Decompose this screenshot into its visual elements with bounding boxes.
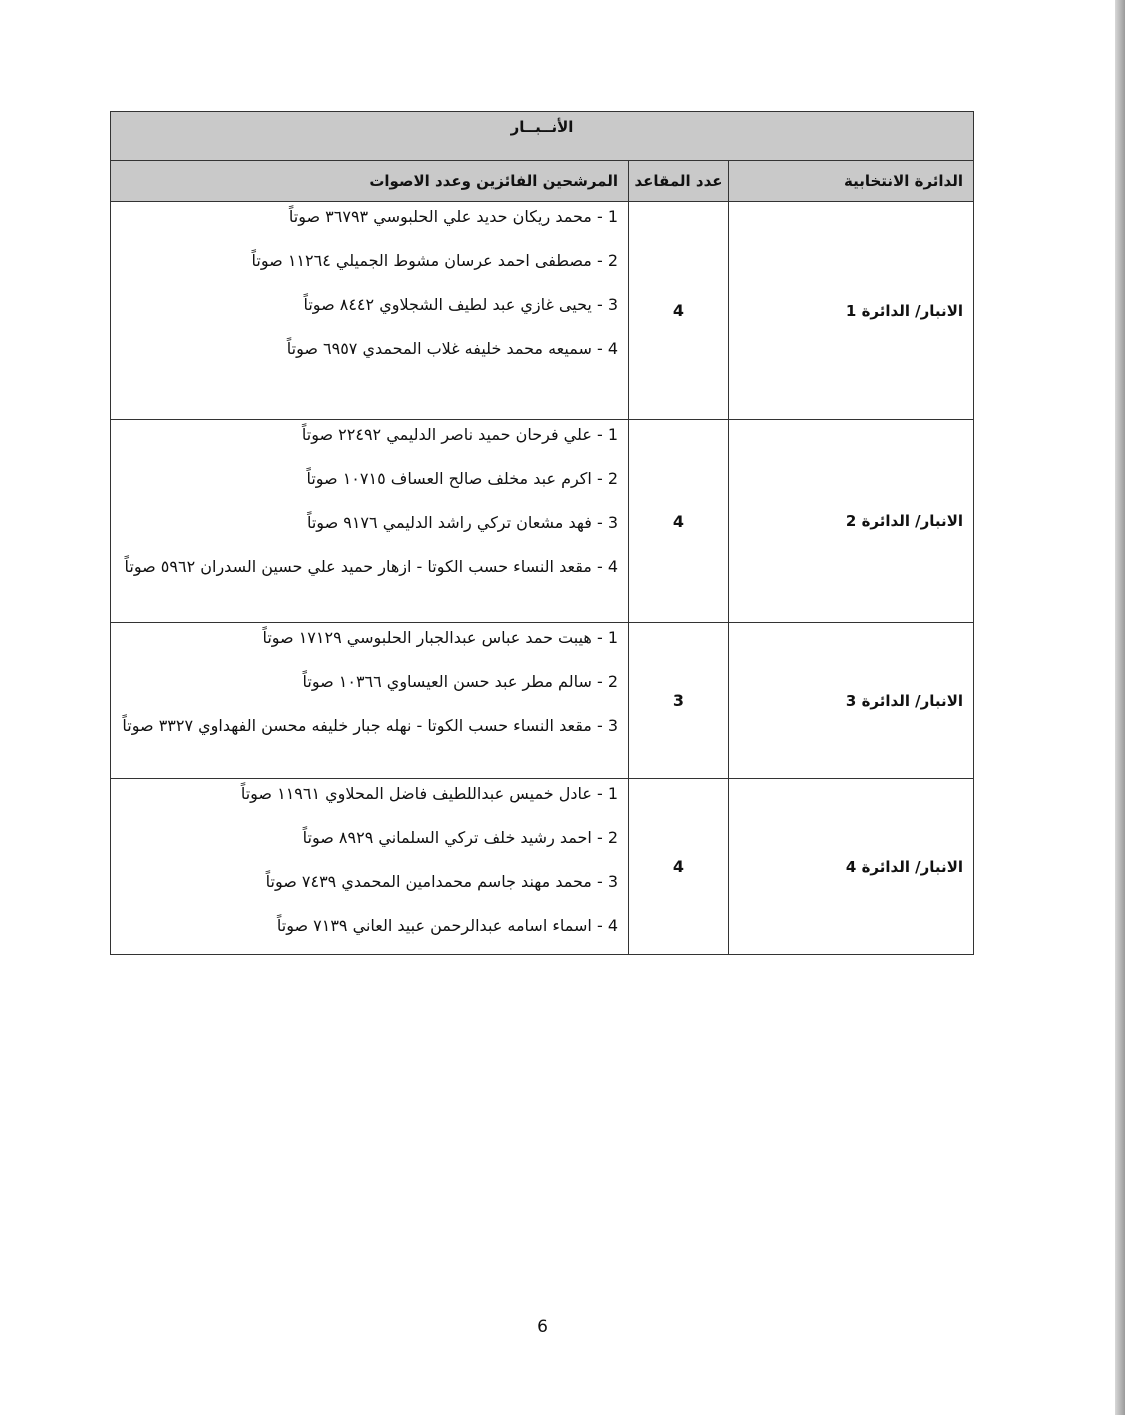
seat-count: 4 [629,202,729,420]
winner-entry: 2 - مصطفى احمد عرسان مشوط الجميلي ١١٢٦٤ صوتاً [251,251,618,270]
winners-list [111,779,629,955]
winner-entry: 2 - احمد رشيد خلف تركي السلماني ٨٩٢٩ صوتاً [302,828,618,847]
district-name: الانبار/ الدائرة 1 [729,202,974,420]
header-district: الدائرة الانتخابية [729,161,974,202]
winner-entry: 3 - يحيى غازي عبد لطيف الشجلاوي ٨٤٤٢ صوتاً [303,295,618,314]
winner-entry: 4 - اسماء اسامه عبدالرحمن عبيد العاني ٧١٣٩ صوتاً [276,916,618,935]
district-name: الانبار/ الدائرة 2 [729,420,974,623]
winners-list [111,420,629,623]
header-seats: عدد المقاعد [629,161,729,202]
winner-entry: 1 - عادل خميس عبداللطيف فاضل المحلاوي ١١٩٦١ صوتاً [240,784,618,803]
table-row [111,202,974,420]
table-row [111,623,974,779]
winners-list [111,202,629,420]
winner-entry: 2 - اكرم عبد مخلف صالح العساف ١٠٧١٥ صوتاً [306,469,618,488]
winner-entry: 3 - فهد مشعان تركي راشد الدليمي ٩١٧٦ صوتاً [306,513,618,532]
page-number: 6 [537,1317,548,1337]
winner-entry: 4 - سميعه محمد خليفه غلاب المحمدي ٦٩٥٧ صوتاً [286,339,618,358]
page-edge-shadow [1115,0,1125,1415]
winner-entry: 1 - محمد ريكان حديد علي الحلبوسي ٣٦٧٩٣ صوتاً [288,207,618,226]
seat-count: 4 [629,420,729,623]
winner-entry: 2 - سالم مطر عبد حسن العيساوي ١٠٣٦٦ صوتاً [302,672,618,691]
table-row [111,420,974,623]
seat-count: 4 [629,779,729,955]
winner-entry: 3 - محمد مهند جاسم محمدامين المحمدي ٧٤٣٩ صوتاً [265,872,618,891]
table-title: الأنــبــار [111,112,974,161]
district-name: الانبار/ الدائرة 3 [729,623,974,779]
seat-count: 3 [629,623,729,779]
winner-entry: 1 - هيبت حمد عباس عبدالجبار الحلبوسي ١٧١٢٩ صوتاً [262,628,618,647]
winner-entry: 3 - مقعد النساء حسب الكوتا - نهله جبار خليفه محسن الفهداوي ٣٣٢٧ صوتاً [122,716,618,735]
header-winners: المرشحين الفائزين وعدد الاصوات [111,161,629,202]
winner-entry: 4 - مقعد النساء حسب الكوتا - ازهار حميد علي حسين السدران ٥٩٦٢ صوتاً [124,557,618,576]
election-results-table [110,111,974,955]
winners-list [111,623,629,779]
table-row [111,779,974,955]
district-name: الانبار/ الدائرة 4 [729,779,974,955]
winner-entry: 1 - علي فرحان حميد ناصر الدليمي ٢٢٤٩٢ صوتاً [301,425,618,444]
